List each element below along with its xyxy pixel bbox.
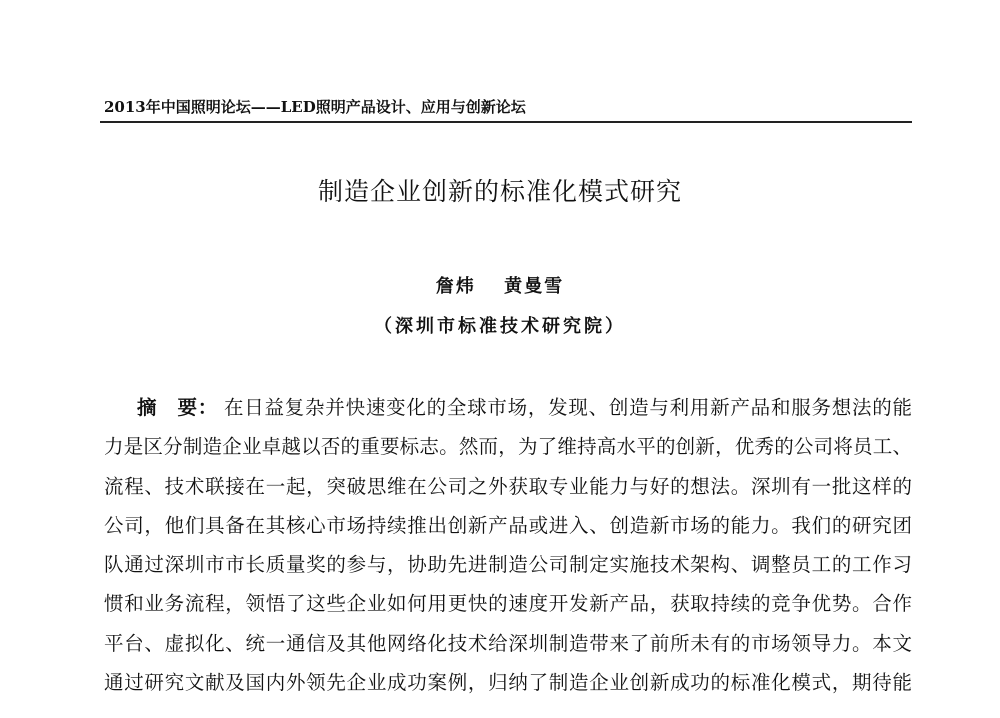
- abstract-line: 队通过深圳市市长质量奖的参与，协助先进制造公司制定实施技术架构、调整员工的工作习: [104, 553, 912, 577]
- abstract: [104, 394, 912, 708]
- abstract-line: 平台、虚拟化、统一通信及其他网络化技术给深圳制造带来了前所未有的市场领导力。本文: [104, 631, 912, 655]
- author-name: 黄曼雪: [504, 276, 565, 297]
- running-header: 2013年中国照明论坛——LED照明产品设计、应用与创新论坛: [104, 98, 526, 116]
- header-rule: [100, 121, 912, 123]
- abstract-line: 通过研究文献及国内外领先企业成功案例，归纳了制造企业创新成功的标准化模式，期待能: [104, 671, 912, 695]
- abstract-line: 流程、技术联接在一起，突破思维在公司之外获取专业能力与好的想法。深圳有一批这样的: [104, 474, 912, 498]
- authors: [0, 272, 1000, 298]
- abstract-line: 摘 要： 在日益复杂并快速变化的全球市场，发现、创造与利用新产品和服务想法的能: [137, 396, 912, 419]
- affiliation: （深圳市标准技术研究院）: [374, 316, 626, 337]
- author-name: 詹炜: [435, 276, 476, 297]
- abstract-line: 公司，他们具备在其核心市场持续推出创新产品或进入、创造新市场的能力。我们的研究团: [104, 513, 912, 537]
- abstract-line: 惯和业务流程，领悟了这些企业如何用更快的速度开发新产品，获取持续的竞争优势。合作: [104, 592, 912, 616]
- abstract-label: 摘 要：: [137, 396, 219, 419]
- abstract-line: 力是区分制造企业卓越以否的重要标志。然而，为了维持高水平的创新，优秀的公司将员工、: [104, 435, 912, 459]
- paper-title: 制造企业创新的标准化模式研究: [317, 177, 682, 206]
